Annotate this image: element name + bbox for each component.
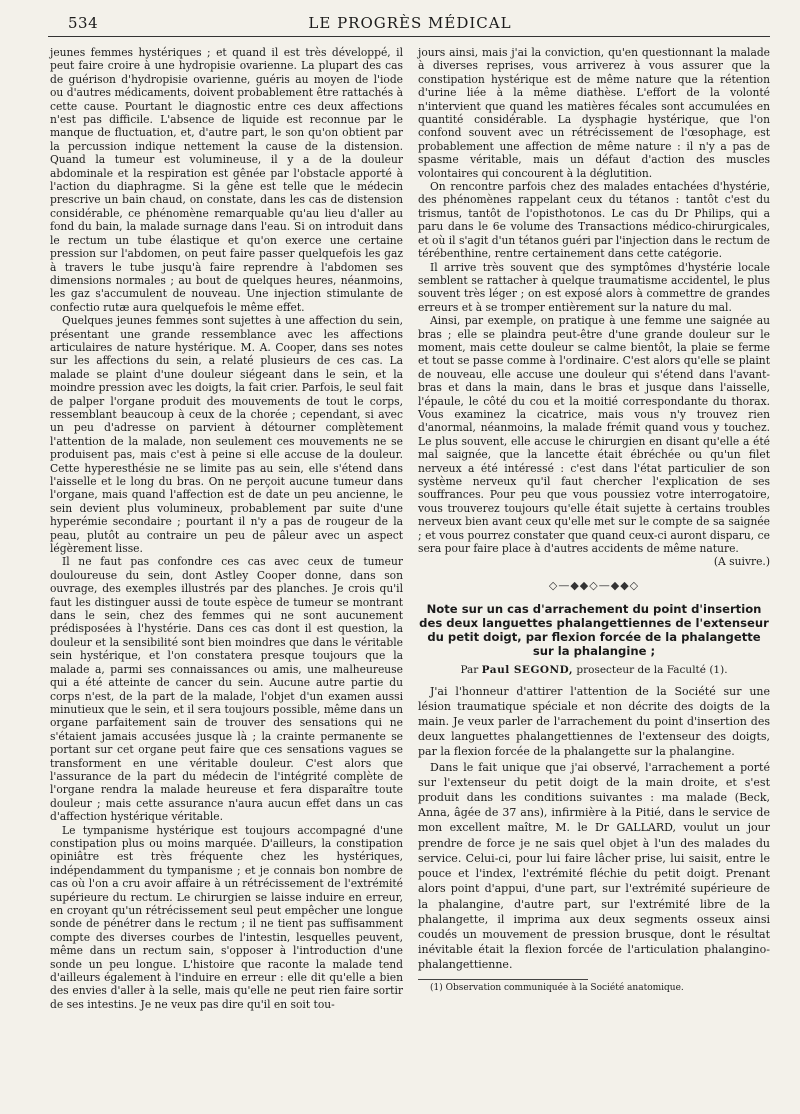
author-name: Paul SEGOND, bbox=[481, 664, 574, 677]
section-divider: ◇—◆◆◇—◆◆◇ bbox=[548, 578, 640, 592]
left-column bbox=[50, 46, 403, 1011]
paragraph: Dans le fait unique que j'ai observé, l'arrachement a porté sur l'extenseur du petit doigt de la main droite, et s'est produit dans les conditions suivantes : ma malade (Beck, Anna, âgée de 37 ans), infirmière à la Pitié, dans le service de mon excellent maître, M. le Dr GALLARD, voulut un jour prendre de force je ne sais quel objet à l'un des malades du service. Celui-ci, pour lui faire lâcher prise, lui saisit, entre le pouce et l'index, l'extrémité fléchie du petit doigt. Prenant alors point d'appui, d'une part, sur l'extrémité supérieure de la phalangine, d'autre part, sur l'extrémité libre de la phalangette, il imprima aux deux segments osseux ainsi coudés un mouvement de pression brusque, dont le résultat inévitable était la flexion forcée de l'articulation phalangino-phalangettienne. bbox=[418, 760, 770, 972]
article-title: Note sur un cas d'arrachement du point d'insertion des deux languettes phalangettiennes de l'extenseur du petit doigt, par flexion forcée de la phalangette sur la phalangine ; bbox=[419, 602, 769, 659]
right-column bbox=[418, 46, 770, 994]
paragraph: J'ai l'honneur d'attirer l'attention de la Société sur une lésion traumatique spéciale et non décrite des doigts de la main. Je veux parler de l'arrachement du point d'insertion des deux languettes phalangettiennes de l'extenseur des doigts, par la flexion forcée de la phalangette sur la phalangine. bbox=[418, 684, 770, 759]
paragraph: Le tympanisme hystérique est toujours accompagné d'une constipation plus ou moins marquée. D'ailleurs, la constipation opiniâtre est très fréquente chez les hystériques, indépendamment du tympanisme ; et je connais bon nombre de cas où l'on a cru avoir affaire à un rétrécissement de l'extrémité supérieure du rectum. Le chirurgien se laisse induire en erreur, en croyant qu'un rétrécissement seul peut empêcher une longue sonde de pénétrer dans le rectum ; il ne tient pas suffisamment compte des diverses courbes de l'intestin, lesquelles peuvent, même dans un rectum sain, s'opposer à l'introduction d'une sonde un peu longue. L'histoire que raconte la malade tend d'ailleurs également à l'induire en erreur : elle dit qu'elle a bien des envies d'aller à la selle, mais qu'elle ne peut rien faire sortir de ses intestins. Je ne veux pas dire qu'il en soit tou- bbox=[50, 823, 403, 1011]
paragraph: Quelques jeunes femmes sont sujettes à une affection du sein, présentant une grande ressemblance avec les affections articulaires de nature hystérique. M. A. Cooper, dans ses notes sur les affections du sein, a relaté plusieurs de ces cas. La malade se plaint d'une douleur siégeant dans le sein, et la moindre pression avec les doigts, la fait crier. Parfois, le seul fait de palper l'organe produit des mouvements de tout le corps, ressemblant beaucoup à ceux de la chorée ; cependant, si avec un peu d'adresse on parvient à détourner complètement l'attention de la malade, non seulement ces mouvements ne se produisent pas, mais c'est à peine si elle accuse de la douleur. Cette hyperesthésie ne se limite pas au sein, elle s'étend dans l'aisselle et le long du bras. On ne perçoit aucune tumeur dans l'organe, mais quand l'affection est de date un peu ancienne, le sein devient plus volumineux, probablement par suite d'une hyperémie secondaire ; pourtant il n'y a pas de rougeur de la peau, plutôt au contraire un peu de pâleur avec un aspect légèrement lisse. bbox=[50, 314, 403, 556]
paragraph: Il arrive très souvent que des symptômes d'hystérie locale semblent se rattacher à quelque traumatisme accidentel, le plus souvent très léger ; on est exposé alors à commettre de grandes erreurs et à se tromper entièrement sur la nature du mal. bbox=[418, 260, 770, 314]
byline bbox=[418, 664, 770, 677]
header-rule bbox=[48, 36, 770, 37]
paragraph: Ainsi, par exemple, on pratique à une femme une saignée au bras ; elle se plaindra peut-être d'une grande douleur sur le moment, mais cette douleur se calme bientôt, la plaie se ferme et tout se passe comme à l'ordinaire. C'est alors qu'elle se plaint de nouveau, elle accuse une douleur qui s'étend dans l'avant-bras et dans la main, dans le bras et jusque dans l'aisselle, l'épaule, le côté du cou et la moitié correspondante du thorax. Vous examinez la cicatrice, mais vous n'y trouvez rien d'anormal, néanmoins, la malade frémit quand vous y touchez. Le plus souvent, elle accuse le chirurgien en disant qu'elle a été mal saignée, que la lancette était ébréchée ou qu'un filet nerveux a été intéressé : c'est dans l'état particulier de son système nerveux qu'il faut chercher l'explication de ses souffrances. Pour peu que vous poussiez votre interrogatoire, vous trouverez toujours qu'elle était sujette à certains troubles nerveux bien avant ceux qu'elle met sur le compte de sa saignée ; et vous pourrez constater que quand ceux-ci auront disparu, ce sera pour faire place à d'autres accidents de même nature. bbox=[418, 314, 770, 556]
author-affiliation: prosecteur de la Faculté (1). bbox=[576, 664, 728, 677]
running-title: LE PROGRÈS MÉDICAL bbox=[308, 14, 512, 32]
footnote-rule bbox=[418, 979, 588, 980]
paragraph: jeunes femmes hystériques ; et quand il est très développé, il peut faire croire à une hydropisie ovarienne. La plupart des cas de guérison d'hydropisie ovarienne, guéris au moyen de l'iode ou d'autres médicaments, doivent probablement être rattachés à cette cause. Pourtant le diagnostic entre ces deux affections n'est pas difficile. L'absence de liquide est reconnue par le manque de fluctuation, et, d'autre part, le son qu'on obtient par la percussion indique nettement la cause de la distension. Quand la tumeur est volumineuse, il y a de la douleur abdominale et la respiration est gênée par l'obstacle apporté à l'action du diaphragme. Si la gêne est telle que le médecin prescrive un bain chaud, on constate, dans les cas de distension considérable, ce phénomène remarquable qu'au lieu d'aller au fond du bain, la malade surnage dans l'eau. Si on introduit dans le rectum un tube élastique et qu'on exerce une certaine pression sur l'abdomen, on peut faire passer quelquefois les gaz à travers le tube jusqu'à faire reprendre à l'abdomen ses dimensions normales ; au bout de quelques heures, néanmoins, les gaz s'accumulent de nouveau. Une injection stimulante de confectio rutæ aura quelquefois le même effet. bbox=[50, 46, 403, 314]
continued-note: (A suivre.) bbox=[713, 555, 770, 569]
article-body bbox=[418, 684, 770, 973]
paragraph: Il ne faut pas confondre ces cas avec ceux de tumeur douloureuse du sein, dont Astley Cooper donne, dans son ouvrage, des exemples illustrés par des planches. Je crois qu'il faut les distinguer aussi de toute espèce de tumeur se montrant dans le sein, chez des femmes qui ne sont aucunement prédisposées à l'hystérie. Dans ces cas dont il est question, la douleur et la sensibilité sont bien moindres que dans le véritable sein hystérique, et l'on constatera presque toujours que la malade a, parmi ses connaissances ou amis, une malheureuse qui a été atteinte de cancer du sein. Aucune autre partie du corps n'est, de la part de la malade, l'objet d'un examen aussi minutieux que le sein, et il sera toujours possible, même dans un organe parfaitement sain de trouver des sensations qui ne s'étaient jamais accusées jusque là ; la crainte permanente se portant sur cet organe peut faire que ces sensations vagues se transforment en une véritable douleur. C'est alors que l'assurance de la part du médecin de l'intégrité complète de l'organe rendra la malade heureuse et fera disparaître toute douleur ; mais cette assurance n'aura aucun effet dans un cas d'affection hystérique véritable. bbox=[50, 555, 403, 824]
footnote: (1) Observation communiquée à la Société anatomique. bbox=[430, 982, 684, 993]
paragraph: On rencontre parfois chez des malades entachées d'hystérie, des phénomènes rappelant ceux du tétanos : tantôt c'est du trismus, tantôt de l'opisthotonos. Le cas du Dr Philips, qui a paru dans le 6e volume des Transactions médico-chirurgicales, et où il s'agit d'un tétanos guéri par l'injection dans le rectum de térébenthine, rentre certainement dans cette catégorie. bbox=[418, 180, 770, 261]
page-number: 534 bbox=[68, 14, 99, 32]
byline-prefix: Par bbox=[460, 664, 479, 677]
paragraph: jours ainsi, mais j'ai la conviction, qu'en questionnant la malade à diverses reprises, vous arriverez à vous assurer que la constipation hystérique est de même nature que la rétention d'urine liée à la même diathèse. L'effort de la volonté n'intervient que quand les matières fécales sont accumulées en quantité considérable. La dysphagie hystérique, que l'on confond souvent avec un rétrécissement de l'œsophage, est probablement une affection de même nature : il n'y a pas de spasme véritable, mais un défaut d'action des muscles volontaires qui concourent à la déglutition. bbox=[418, 46, 770, 180]
